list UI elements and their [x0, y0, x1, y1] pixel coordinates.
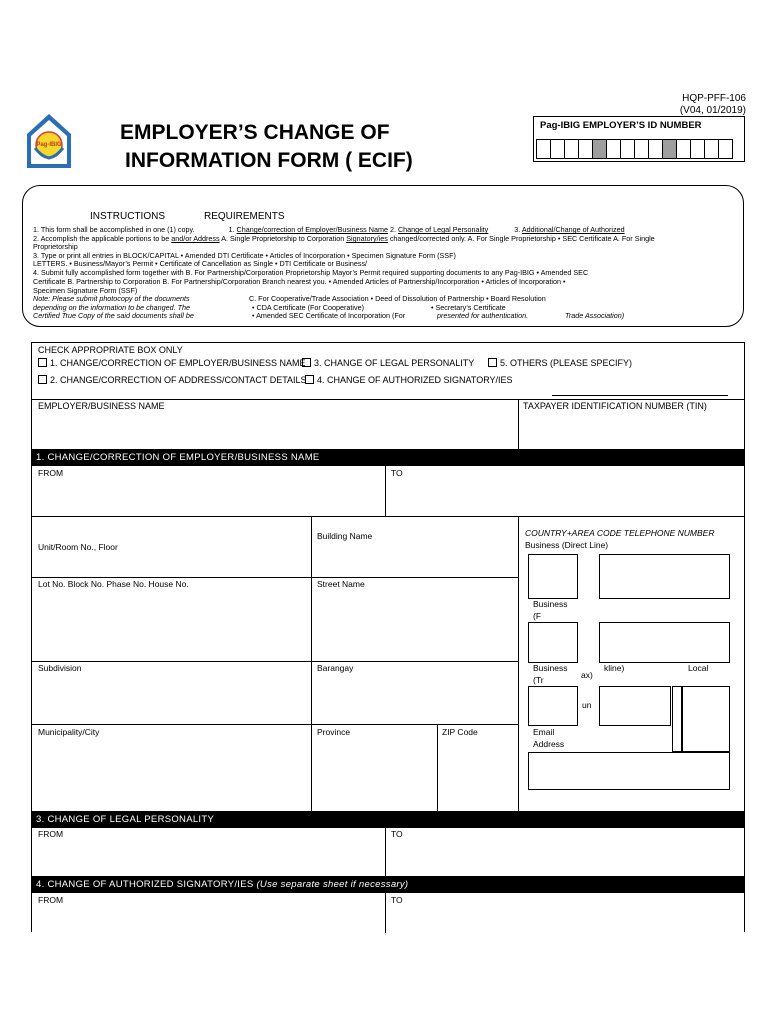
- local-number-field[interactable]: [682, 686, 730, 752]
- email-label-2: Address: [533, 739, 565, 749]
- fax-number-field[interactable]: [599, 622, 730, 663]
- business-trunk-label: Business: [533, 663, 568, 673]
- section4-header: 4. CHANGE OF AUTHORIZED SIGNATORY/IES (Use separate sheet if necessary): [32, 876, 744, 893]
- trunk-area-code-field[interactable]: [528, 686, 578, 726]
- logo-text: Pag-IBIG: [36, 142, 62, 148]
- form-version: (V04, 01/2019): [679, 105, 746, 116]
- employer-id-box: [533, 116, 745, 162]
- form-grid: [31, 342, 745, 932]
- instr-line: Certified True Copy of the said documents shall be: [33, 311, 194, 320]
- instr-line: • CDA Certificate (For Cooperative): [252, 303, 364, 312]
- instr-line: Note: Please submit photocopy of the documents: [33, 294, 190, 303]
- section1-from-label: FROM: [38, 468, 64, 478]
- subdivision-label: Subdivision: [38, 663, 82, 673]
- checkbox-icon[interactable]: [488, 358, 497, 367]
- form-code: HQP-PFF-106: [682, 93, 746, 104]
- unit-label: Unit/Room No., Floor: [38, 542, 118, 552]
- trunkline-suffix-label: kline): [604, 663, 625, 673]
- province-label: Province: [317, 727, 351, 737]
- instr-line: • Secretary’s Certificate: [431, 303, 506, 312]
- email-label: Email: [533, 727, 555, 737]
- others-specify-line[interactable]: [552, 395, 728, 396]
- checkbox-option-4[interactable]: 4. CHANGE OF AUTHORIZED SIGNATORY/IES: [305, 375, 513, 385]
- checkbox-option-1[interactable]: 1. CHANGE/CORRECTION OF EMPLOYER/BUSINESS NAME: [38, 358, 306, 368]
- form-title-line2: INFORMATION FORM ( ECIF): [125, 149, 413, 172]
- section4-to-label: TO: [391, 895, 403, 905]
- checkbox-icon[interactable]: [302, 358, 311, 367]
- street-label: Street Name: [317, 579, 365, 589]
- lot-label: Lot No. Block No. Phase No. House No.: [38, 579, 189, 589]
- instructions-heading: INSTRUCTIONS: [90, 211, 165, 222]
- section1-to-label: TO: [391, 468, 403, 478]
- zip-label: ZIP Code: [442, 727, 478, 737]
- section1-header: 1. CHANGE/CORRECTION OF EMPLOYER/BUSINESS NAME: [32, 449, 744, 466]
- check-box-heading: CHECK APPROPRIATE BOX ONLY: [38, 345, 183, 355]
- pag-ibig-logo: [21, 110, 77, 172]
- instr-line: 2. Accomplish the applicable portions to be and/or Address A. Single Proprietorship to Corporation Signatory/ies changed/corrected only. A. For Single Proprietorship • SEC Certificate A. For Single: [33, 234, 655, 243]
- instr-line: LETTERS. • Business/Mayor’s Permit • Certificate of Cancellation as Single • DTI Certificate or Business/: [33, 259, 368, 268]
- instr-line: Specimen Signature Form (SSF): [33, 286, 138, 295]
- fax-suffix-label: ax): [581, 670, 593, 680]
- barangay-label: Barangay: [317, 663, 354, 673]
- checkbox-icon[interactable]: [38, 358, 47, 367]
- direct-area-code-field[interactable]: [528, 554, 578, 599]
- direct-number-field[interactable]: [599, 554, 730, 599]
- business-fax-label: Business: [533, 599, 568, 609]
- checkbox-icon[interactable]: [38, 375, 47, 384]
- instr-line: depending on the information to be changed. The: [33, 303, 191, 312]
- business-direct-label: Business (Direct Line): [525, 540, 609, 550]
- instr-line: • Amended SEC Certificate of Incorporation (For: [252, 311, 406, 320]
- instr-line: 3. Type or print all entries in BLOCK/CAPITAL • Amended DTI Certificate • Articles of Incorporation • Specimen Signature Form (SSF): [33, 251, 456, 260]
- local-separator: [672, 686, 682, 752]
- employer-name-label: EMPLOYER/BUSINESS NAME: [38, 401, 165, 411]
- instr-line: Certificate B. Partnership to Corporation B. For Partnership/Corporation Branch nearest you. • Amended Articles of Partnership/Incorporation • Articles of Incorporation •: [33, 277, 566, 286]
- instr-line: 4. Submit fully accomplished form together with B. For Partnership/Corporation Proprietorship Mayor’s Permit required supporting documents to any Pag-IBIG • Amended SEC: [33, 268, 589, 277]
- checkbox-option-2[interactable]: 2. CHANGE/CORRECTION OF ADDRESS/CONTACT DETAILS: [38, 375, 307, 385]
- section3-from-label: FROM: [38, 829, 64, 839]
- contact-heading: COUNTRY+AREA CODE TELEPHONE NUMBER: [525, 528, 715, 538]
- instr-line: Trade Association): [565, 311, 625, 320]
- trunkline-fragment-label: un: [582, 700, 592, 710]
- form-title-line1: EMPLOYER’S CHANGE OF: [120, 121, 390, 144]
- employer-id-cells[interactable]: [536, 139, 732, 159]
- building-label: Building Name: [317, 531, 373, 541]
- section3-header: 3. CHANGE OF LEGAL PERSONALITY: [32, 811, 744, 828]
- section4-from-label: FROM: [38, 895, 64, 905]
- requirements-heading: REQUIREMENTS: [204, 211, 285, 222]
- business-trunk-label-2: (Tr: [533, 675, 544, 685]
- employer-id-label: Pag-IBIG EMPLOYER’S ID NUMBER: [540, 120, 702, 131]
- email-field[interactable]: [528, 752, 730, 790]
- local-label: Local: [688, 663, 709, 673]
- municipality-label: Municipality/City: [38, 727, 100, 737]
- instr-line: presented for authentication.: [437, 311, 529, 320]
- instr-line: C. For Cooperative/Trade Association • Deed of Dissolution of Partnership • Board Resolution: [249, 294, 546, 303]
- checkbox-option-5[interactable]: 5. OTHERS (PLEASE SPECIFY): [488, 358, 632, 368]
- instructions-box: [22, 185, 744, 327]
- checkbox-icon[interactable]: [305, 375, 314, 384]
- checkbox-option-3[interactable]: 3. CHANGE OF LEGAL PERSONALITY: [302, 358, 474, 368]
- tin-label: TAXPAYER IDENTIFICATION NUMBER (TIN): [523, 401, 707, 411]
- instr-line: 1. This form shall be accomplished in one (1) copy. 1. Change/correction of Employer/Business Name 2. Change of Legal Personality 3. Additional/Change of Authorized: [33, 225, 625, 234]
- trunk-number-field[interactable]: [599, 686, 671, 726]
- fax-area-code-field[interactable]: [528, 622, 578, 663]
- business-fax-label-2: (F: [533, 611, 542, 621]
- section3-to-label: TO: [391, 829, 403, 839]
- instr-line: Proprietorship: [33, 242, 78, 251]
